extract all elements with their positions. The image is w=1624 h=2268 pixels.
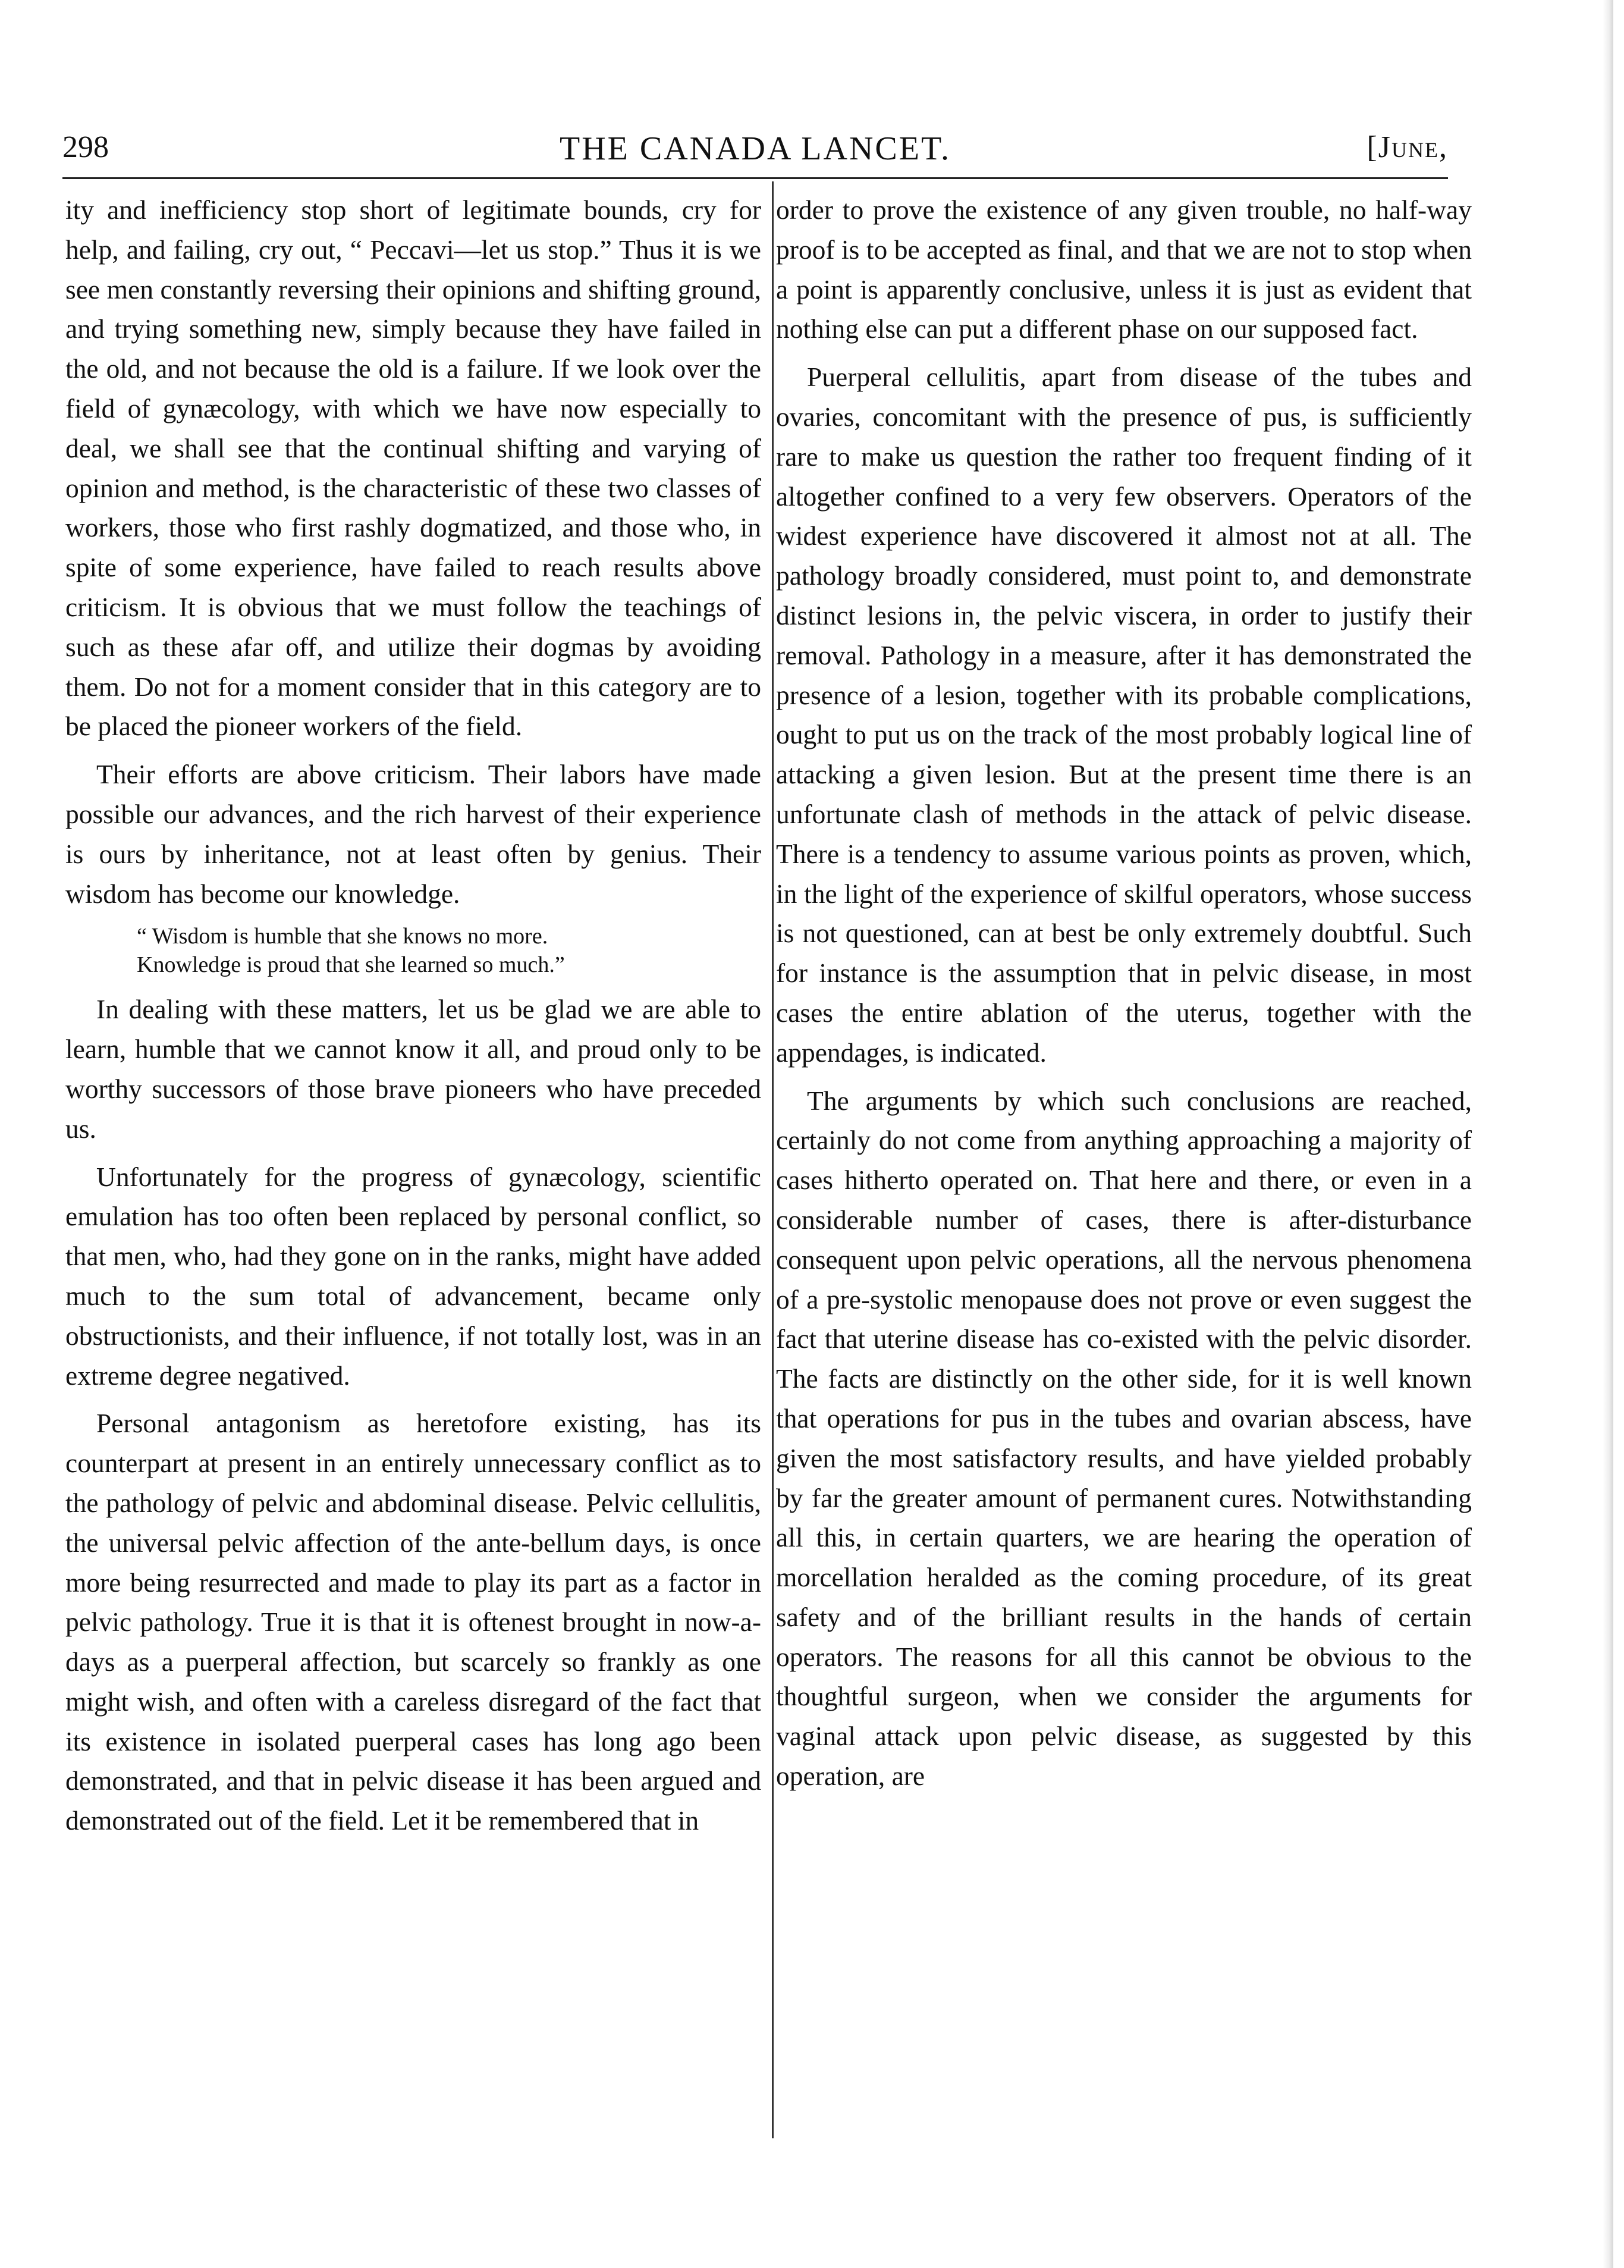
quote-line: “ Wisdom is humble that she knows no more. bbox=[137, 924, 548, 949]
paragraph: Their efforts are above criticism. Their labors have made possible our advances, and the rich harvest of their experience is ours by inheritance, not at least often by genius. Their wisdom has become our knowledge. bbox=[65, 759, 761, 909]
paragraph: In dealing with these matters, let us be glad we are able to learn, humble that we cannot know it all, and proud only to be worthy successors of those brave pioneers who have preceded us. bbox=[65, 994, 761, 1144]
quote-line: Knowledge is proud that she learned so much.” bbox=[137, 952, 565, 978]
paragraph: order to prove the existence of any given trouble, no half-way proof is to be accepted as final, and that we are not to stop when a point is apparently conclusive, unless it is just as evident that nothing else can put a different phase on our supposed fact. bbox=[776, 195, 1472, 344]
paragraph: Unfortunately for the progress of gynæcology, scientific emulation has too often been replaced by personal conflict, so that men, who, had they gone on in the ranks, might have added much to the sum total of advancement, became only obstructionists, and their influence, if not totally lost, was in an extreme degree negatived. bbox=[65, 1161, 761, 1391]
paragraph: ity and inefficiency stop short of legitimate bounds, cry for help, and failing, cry out, “ Peccavi—let us stop.” Thus it is we see men constantly reversing their opinions and shifting ground, and trying something new, simply because they have failed in the old, and not because the old is a failure. If we look over the field of gynæcology, with which we have now especially to deal, we shall see that the continual shifting and varying of opinion and method, is the characteristic of these two classes of workers, those who first rashly dogmatized, and those who, in spite of some experience, have failed to reach results above criticism. It is obvious that we must follow the teachings of such as these afar off, and utilize their dogmas by avoiding them. Do not for a moment consider that in this category are to be placed the pioneer workers of the field. bbox=[65, 195, 761, 742]
page-edge-shadow bbox=[1603, 0, 1613, 2268]
header-rule bbox=[62, 177, 1448, 179]
journal-title: THE CANADA LANCET. bbox=[559, 130, 951, 167]
left-column bbox=[65, 190, 761, 1849]
issue-month: [June, bbox=[1367, 130, 1448, 164]
page-header bbox=[62, 130, 1448, 171]
paragraph: The arguments by which such conclusions are reached, certainly do not come from anything approaching a majority of cases hitherto operated on. That here and there, or even in a considerable number of cases, there is after-disturbance consequent upon pelvic operations, all the nervous phenomena of a pre-systolic menopause does not prove or even suggest the fact that uterine disease has co-existed with the pelvic disorder. The facts are distinctly on the other side, for it is well known that operations for pus in the tubes and ovarian abscess, have given the most satisfactory results, and have yielded probably by far the greater amount of permanent cures. Notwithstanding all this, in certain quarters, we are hearing the operation of morcellation heralded as the coming procedure, of its great safety and of the brilliant results in the hands of certain operators. The reasons for all this cannot be obvious to the thoughtful surgeon, when we consider the arguments for vaginal attack upon pelvic disease, as suggested by this operation, are bbox=[776, 1085, 1472, 1792]
right-column bbox=[776, 190, 1472, 1805]
page-number: 298 bbox=[62, 130, 109, 164]
paragraph: Puerperal cellulitis, apart from disease of the tubes and ovaries, concomitant with the presence of pus, is sufficiently rare to make us question the rather too frequent finding of it altogether confined to a very few observers. Operators of the widest experience have discovered it almost not at all. The pathology broadly considered, must point to, and demonstrate distinct lesions in, the pelvic viscera, in order to justify their removal. Pathology in a measure, after it has demonstrated the presence of a lesion, together with its probable complications, ought to put us on the track of the most probably logical line of attacking a given lesion. But at the present time there is an unfortunate clash of methods in the attack of pelvic disease. There is a tendency to assume various points as proven, which, in the light of the experience of skilful operators, whose success is not questioned, can at best be only extremely doubtful. Such for instance is the assumption that in pelvic disease, in most cases the entire ablation of the uterus, together with the appendages, is indicated. bbox=[776, 362, 1472, 1068]
block-quote bbox=[65, 922, 761, 979]
paragraph: Personal antagonism as heretofore existing, has its counterpart at present in an entirely unnecessary conflict as to the pathology of pelvic and abdominal disease. Pelvic cellulitis, the universal pelvic affection of the ante-bellum days, is once more being resurrected and made to play its part as a factor in pelvic pathology. True it is that it is oftenest brought in now-a-days as a puerperal affection, but scarcely so frankly as one might wish, and often with a careless disregard of the fact that its existence in isolated puerperal cases has long ago been demonstrated, and that in pelvic disease it has been argued and demonstrated out of the field. Let it be remembered that in bbox=[65, 1408, 761, 1836]
column-divider bbox=[772, 181, 774, 2138]
